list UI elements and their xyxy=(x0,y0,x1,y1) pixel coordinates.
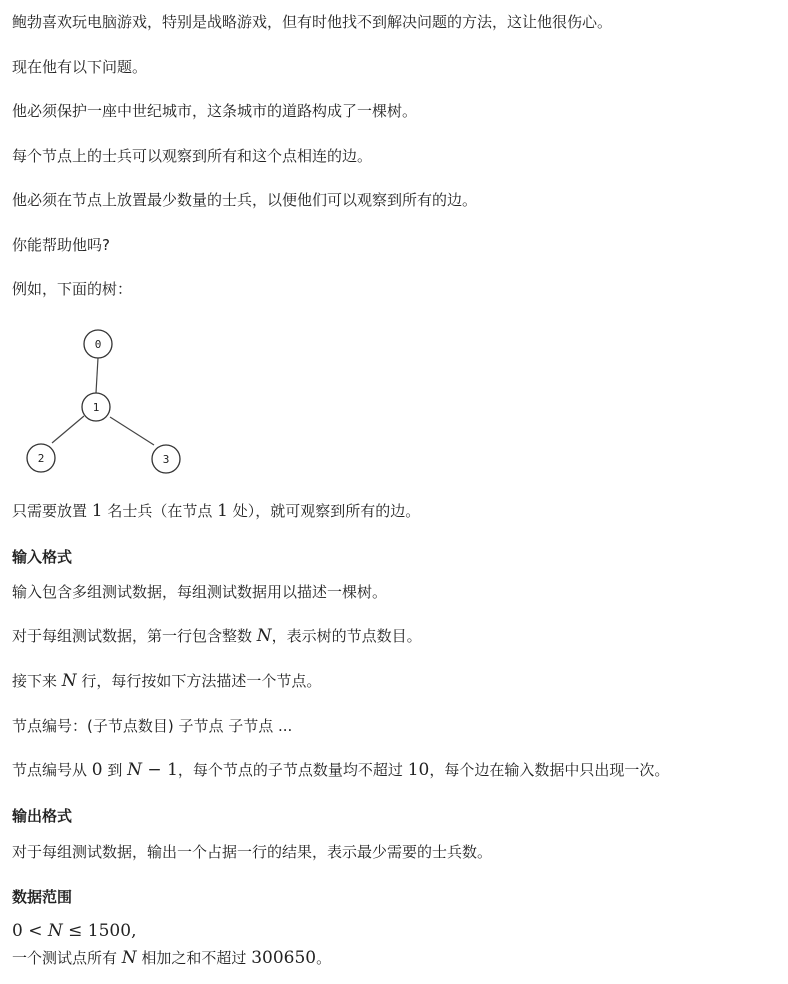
example-tree-figure xyxy=(26,324,196,488)
input-format-heading: 输入格式 xyxy=(12,548,73,566)
range-sum-text-3: 。 xyxy=(316,949,332,967)
output-format-heading: 输出格式 xyxy=(12,807,73,825)
example-answer-count: 1 xyxy=(91,501,103,521)
input-line-5-text-1: 节点编号从 xyxy=(12,761,92,779)
range-right: ≤ 1500, xyxy=(62,921,137,941)
input-line-3-text-1: 接下来 xyxy=(12,672,62,690)
input-line-2-var-n: N xyxy=(256,626,272,646)
input-line-2-text-2: ，表示树的节点数目。 xyxy=(271,627,422,645)
tree-edge-0-1 xyxy=(96,358,98,393)
data-range-heading: 数据范围 xyxy=(12,888,73,906)
input-line-3-var-n: N xyxy=(61,671,77,691)
tree-node-label-2: 2 xyxy=(37,452,45,465)
paragraph-city-tree: 他必须保护一座中世纪城市，这条城市的道路构成了一棵树。 xyxy=(12,102,418,120)
example-answer-text-2: 名士兵（在节点 xyxy=(102,502,218,520)
paragraph-example-answer xyxy=(12,501,420,521)
input-line-5-text-3: ，每个节点的子节点数量均不超过 xyxy=(177,761,408,779)
input-line-5-ten: 10 xyxy=(407,760,430,780)
paragraph-help-question: 你能帮助他吗? xyxy=(12,236,110,254)
data-range-sum-limit xyxy=(12,948,331,968)
example-answer-node: 1 xyxy=(217,501,228,521)
input-line-2-text-1: 对于每组测试数据，第一行包含整数 xyxy=(12,627,257,645)
input-line-3-text-2: 行，每行按如下方法描述一个节点。 xyxy=(76,672,322,690)
input-format-line-3 xyxy=(12,671,321,691)
example-answer-text-1: 只需要放置 xyxy=(12,502,92,520)
data-range-constraint xyxy=(12,921,136,941)
input-line-5-var-n: N xyxy=(127,760,143,780)
paragraph-problem-lead: 现在他有以下问题。 xyxy=(12,58,148,76)
paragraph-minimum-soldiers: 他必须在节点上放置最少数量的士兵，以便他们可以观察到所有的边。 xyxy=(12,191,478,209)
input-line-5-text-4: ，每个边在输入数据中只出现一次。 xyxy=(429,761,670,779)
range-sum-number: 300650 xyxy=(251,948,317,968)
paragraph-soldier-observe: 每个节点上的士兵可以观察到所有和这个点相连的边。 xyxy=(12,147,373,165)
paragraph-intro: 鲍勃喜欢玩电脑游戏，特别是战略游戏，但有时他找不到解决问题的方法，这让他很伤心。 xyxy=(12,13,613,31)
input-format-line-1: 输入包含多组测试数据，每组测试数据用以描述一棵树。 xyxy=(12,583,388,601)
range-sum-var-n: N xyxy=(121,948,137,968)
range-sum-text-1: 一个测试点所有 xyxy=(12,949,122,967)
input-line-5-minus-one: − 1 xyxy=(142,760,178,780)
tree-edge-1-3 xyxy=(110,417,154,445)
tree-edge-1-2 xyxy=(52,416,84,443)
input-line-5-zero: 0 xyxy=(91,760,103,780)
example-answer-text-3: 处），就可观察到所有的边。 xyxy=(227,502,421,520)
output-format-line-1: 对于每组测试数据，输出一个占据一行的结果，表示最少需要的士兵数。 xyxy=(12,843,493,861)
input-format-line-5 xyxy=(12,760,669,780)
tree-node-label-1: 1 xyxy=(92,401,100,414)
range-sum-text-2: 相加之和不超过 xyxy=(136,949,252,967)
paragraph-example-lead: 例如，下面的树： xyxy=(12,280,133,298)
input-format-line-2 xyxy=(12,626,422,646)
tree-diagram xyxy=(26,324,196,484)
range-left: 0 < xyxy=(12,921,48,941)
input-format-line-4: 节点编号：(子节点数目) 子节点 子节点 ... xyxy=(12,717,293,735)
tree-node-label-3: 3 xyxy=(162,453,170,466)
input-line-5-text-2: 到 xyxy=(102,761,128,779)
range-var-n: N xyxy=(47,921,63,941)
tree-node-label-0: 0 xyxy=(94,338,102,351)
